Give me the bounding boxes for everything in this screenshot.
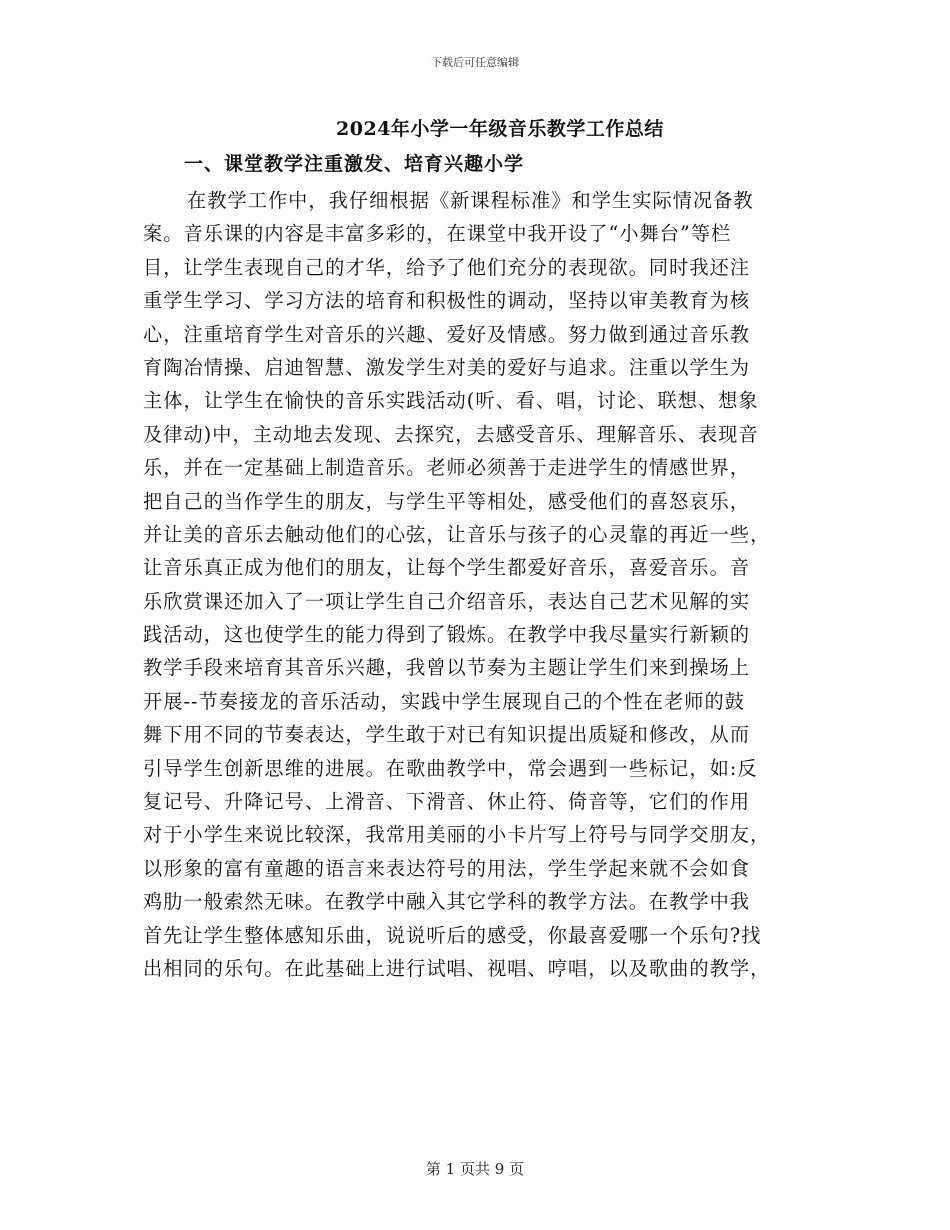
body-line: 复记号、升降记号、上滑音、下滑音、休止符、倚音等，它们的作用 <box>143 790 751 814</box>
section-heading: 一、课堂教学注重激发、培育兴趣小学 <box>184 153 525 175</box>
body-line: 在教学工作中，我仔细根据《新课程标准》和学生实际情况备教 <box>187 189 754 212</box>
body-line: 让音乐真正成为他们的朋友，让每个学生都爱好音乐，喜爱音乐。音 <box>143 556 751 580</box>
body-line: 案。音乐课的内容是丰富多彩的，在课堂中我开设了“小舞台”等栏 <box>143 222 732 246</box>
body-line: 及律动)中，主动地去发现、去探究，去感受音乐、理解音乐、表现音 <box>143 422 759 446</box>
body-line: 践活动，这也使学生的能力得到了锻炼。在教学中我尽量实行新颖的 <box>143 623 751 647</box>
document-title: 2024年小学一年级音乐教学工作总结 <box>336 118 664 140</box>
body-line: 把自己的当作学生的朋友，与学生平等相处，感受他们的喜怒哀乐， <box>143 489 751 513</box>
body-line: 教学手段来培育其音乐兴趣，我曾以节奏为主题让学生们来到操场上 <box>143 656 751 680</box>
body-line: 重学生学习、学习方法的培育和积极性的调动，坚持以审美教育为核 <box>143 289 751 313</box>
body-line: 乐欣赏课还加入了一项让学生自己介绍音乐，表达自己艺术见解的实 <box>143 589 751 613</box>
header-note: 下载后可任意编辑 <box>431 56 519 69</box>
body-line: 心，注重培育学生对音乐的兴趣、爱好及情感。努力做到通过音乐教 <box>143 322 751 346</box>
body-line: 舞下用不同的节奏表达，学生敢于对已有知识提出质疑和修改，从而 <box>143 723 751 747</box>
body-line: 育陶冶情操、启迪智慧、激发学生对美的爱好与追求。注重以学生为 <box>143 355 751 379</box>
body-line: 目，让学生表现自己的才华，给予了他们充分的表现欲。同时我还注 <box>143 255 751 279</box>
body-line: 首先让学生整体感知乐曲，说说听后的感受，你最喜爱哪一个乐句?找 <box>143 923 762 947</box>
body-line: 鸡肋一般索然无味。在教学中融入其它学科的教学方法。在教学中我 <box>143 890 751 914</box>
body-line: 并让美的音乐去触动他们的心弦，让音乐与孩子的心灵靠的再近一些， <box>143 522 771 546</box>
body-line: 对于小学生来说比较深，我常用美丽的小卡片写上符号与同学交朋友， <box>143 823 771 847</box>
body-line: 主体，让学生在愉快的音乐实践活动(听、看、唱，讨论、联想、想象 <box>143 389 759 413</box>
body-line: 出相同的乐句。在此基础上进行试唱、视唱、哼唱，以及歌曲的教学， <box>143 956 771 980</box>
body-line: 以形象的富有童趣的语言来表达符号的用法，学生学起来就不会如食 <box>143 856 751 880</box>
body-line: 乐，并在一定基础上制造音乐。老师必须善于走进学生的情感世界， <box>143 456 751 480</box>
body-line: 开展--节奏接龙的音乐活动，实践中学生展现自己的个性在老师的鼓 <box>143 689 745 713</box>
page-number: 第 1 页共 9 页 <box>425 1160 525 1178</box>
body-text <box>143 184 805 985</box>
body-line: 引导学生创新思维的进展。在歌曲教学中，常会遇到一些标记，如:反 <box>143 756 758 780</box>
